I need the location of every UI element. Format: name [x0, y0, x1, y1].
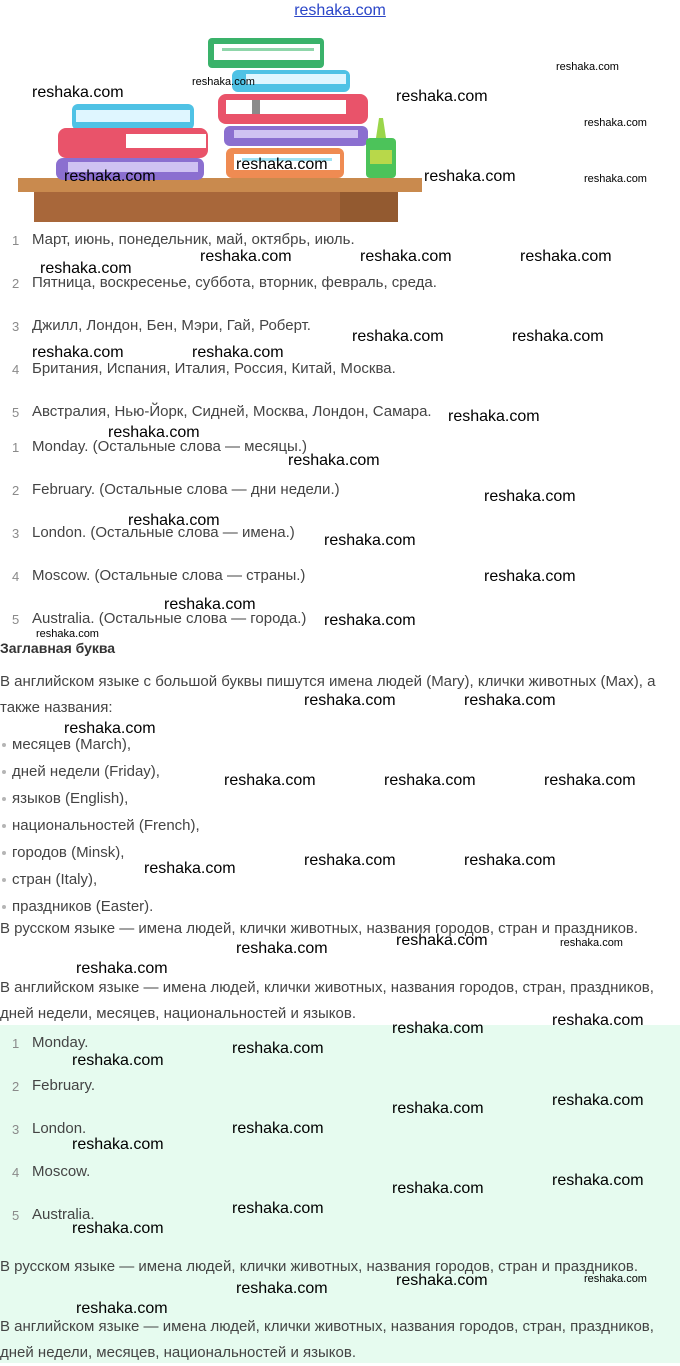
table-front-shadow — [340, 192, 398, 222]
item-text: Australia. — [32, 1206, 95, 1223]
watermark: reshaka.com — [560, 937, 623, 949]
item-text: February. (Остальные слова — дни недели.) — [32, 481, 340, 498]
watermark: reshaka.com — [552, 1012, 644, 1029]
watermark: reshaka.com — [520, 248, 612, 265]
site-title-link[interactable]: reshaka.com — [294, 2, 386, 19]
item-number: 5 — [12, 612, 20, 627]
watermark: reshaka.com — [512, 328, 604, 345]
watermark: reshaka.com — [304, 852, 396, 869]
watermark: reshaka.com — [304, 692, 396, 709]
watermark: reshaka.com — [288, 452, 380, 469]
rule-intro: В английском языке с большой буквы пишутся имена людей (Mary), клички животных (Max), а также названия: — [0, 673, 656, 716]
item-number: 3 — [12, 1122, 20, 1137]
list-item: стран (Italy), — [0, 866, 200, 893]
watermark: reshaka.com — [232, 1200, 324, 1217]
list-item: дней недели (Friday), — [0, 758, 200, 785]
watermark: reshaka.com — [144, 860, 236, 877]
watermark: reshaka.com — [72, 1136, 164, 1153]
watermark: reshaka.com — [128, 512, 220, 529]
item-number: 1 — [12, 1036, 20, 1051]
watermark: reshaka.com — [224, 772, 316, 789]
watermark: reshaka.com — [360, 248, 452, 265]
item-text: Джилл, Лондон, Бен, Мэри, Гай, Роберт. — [32, 317, 311, 334]
watermark: reshaka.com — [552, 1092, 644, 1109]
item-number: 1 — [12, 233, 20, 248]
watermark: reshaka.com — [544, 772, 636, 789]
watermark: reshaka.com — [484, 568, 576, 585]
rule-heading: Заглавная буква — [0, 640, 116, 656]
item-text: London. (Остальные слова — имена.) — [32, 524, 295, 541]
watermark: reshaka.com — [232, 1120, 324, 1137]
item-number: 5 — [12, 405, 20, 420]
item-text: February. — [32, 1077, 96, 1094]
watermark: reshaka.com — [392, 1100, 484, 1117]
item-number: 5 — [12, 1208, 20, 1223]
watermark: reshaka.com — [76, 960, 168, 977]
watermark: reshaka.com — [352, 328, 444, 345]
item-number: 3 — [12, 319, 20, 334]
watermark: reshaka.com — [192, 76, 255, 88]
list-item: месяцев (March), — [0, 731, 200, 758]
list-item — [0, 562, 680, 605]
rule-bullets — [0, 731, 200, 920]
item-text: Australia. (Остальные слова — города.) — [32, 610, 307, 627]
rule-russian: В русском языке — имена людей, клички животных, названия городов, стран и праздников. — [0, 920, 639, 937]
watermark: reshaka.com — [448, 408, 540, 425]
watermark: reshaka.com — [72, 1220, 164, 1237]
watermark: reshaka.com — [236, 1280, 328, 1297]
watermark: reshaka.com — [36, 628, 99, 640]
watermark: reshaka.com — [396, 932, 488, 949]
item-text: Австралия, Нью-Йорк, Сидней, Москва, Лондон, Самара. — [32, 403, 432, 420]
watermark: reshaka.com — [584, 1273, 647, 1285]
watermark: reshaka.com — [424, 168, 516, 185]
books-illustration — [14, 32, 426, 228]
item-number: 4 — [12, 362, 20, 377]
watermark: reshaka.com — [164, 596, 256, 613]
list-item: праздников (Easter). — [0, 893, 200, 920]
watermark: reshaka.com — [192, 344, 284, 361]
item-number: 4 — [12, 569, 20, 584]
item-number: 2 — [12, 483, 20, 498]
item-text: Пятница, воскресенье, суббота, вторник, февраль, среда. — [32, 274, 437, 291]
watermark: reshaka.com — [32, 84, 124, 101]
answer-english: В английском языке — имена людей, клички животных, названия городов, стран, праздников, дней недели, месяцев, национальностей и языков. — [0, 1318, 654, 1361]
item-text: London. — [32, 1120, 87, 1137]
watermark: reshaka.com — [236, 156, 328, 173]
item-number: 1 — [12, 440, 20, 455]
item-number: 4 — [12, 1165, 20, 1180]
watermark: reshaka.com — [396, 1272, 488, 1289]
watermark: reshaka.com — [464, 692, 556, 709]
watermark: reshaka.com — [72, 1052, 164, 1069]
item-number: 2 — [12, 276, 20, 291]
watermark: reshaka.com — [64, 720, 156, 737]
item-text: Moscow. (Остальные слова — страны.) — [32, 567, 306, 584]
watermark: reshaka.com — [584, 117, 647, 129]
item-text: Monday. (Остальные слова — месяцы.) — [32, 438, 307, 455]
list-item: городов (Minsk), — [0, 839, 200, 866]
watermark: reshaka.com — [236, 940, 328, 957]
list-item: национальностей (French), — [0, 812, 200, 839]
watermark: reshaka.com — [76, 1300, 168, 1317]
watermark: reshaka.com — [232, 1040, 324, 1057]
watermark: reshaka.com — [108, 424, 200, 441]
watermark: reshaka.com — [556, 61, 619, 73]
watermark: reshaka.com — [396, 88, 488, 105]
answer-russian: В русском языке — имена людей, клички животных, названия городов, стран и праздников. — [0, 1258, 639, 1275]
item-text: Британия, Испания, Италия, Россия, Китай, Москва. — [32, 360, 396, 377]
watermark: reshaka.com — [40, 260, 132, 277]
watermark: reshaka.com — [324, 532, 416, 549]
watermark: reshaka.com — [384, 772, 476, 789]
item-text: Март, июнь, понедельник, май, октябрь, июль. — [32, 231, 355, 248]
watermark: reshaka.com — [392, 1020, 484, 1037]
watermark: reshaka.com — [464, 852, 556, 869]
watermark: reshaka.com — [392, 1180, 484, 1197]
watermark: reshaka.com — [484, 488, 576, 505]
watermark: reshaka.com — [32, 344, 124, 361]
rule-english: В английском языке — имена людей, клички животных, названия городов, стран, праздников, дней недели, месяцев, национальностей и языков. — [0, 979, 654, 1022]
watermark: reshaka.com — [200, 248, 292, 265]
watermark: reshaka.com — [64, 168, 156, 185]
item-number: 3 — [12, 526, 20, 541]
item-text: Moscow. — [32, 1163, 91, 1180]
list-item: языков (English), — [0, 785, 200, 812]
item-text: Monday. — [32, 1034, 89, 1051]
list-item — [0, 476, 680, 519]
watermark: reshaka.com — [324, 612, 416, 629]
watermark: reshaka.com — [584, 173, 647, 185]
item-number: 2 — [12, 1079, 20, 1094]
watermark: reshaka.com — [552, 1172, 644, 1189]
